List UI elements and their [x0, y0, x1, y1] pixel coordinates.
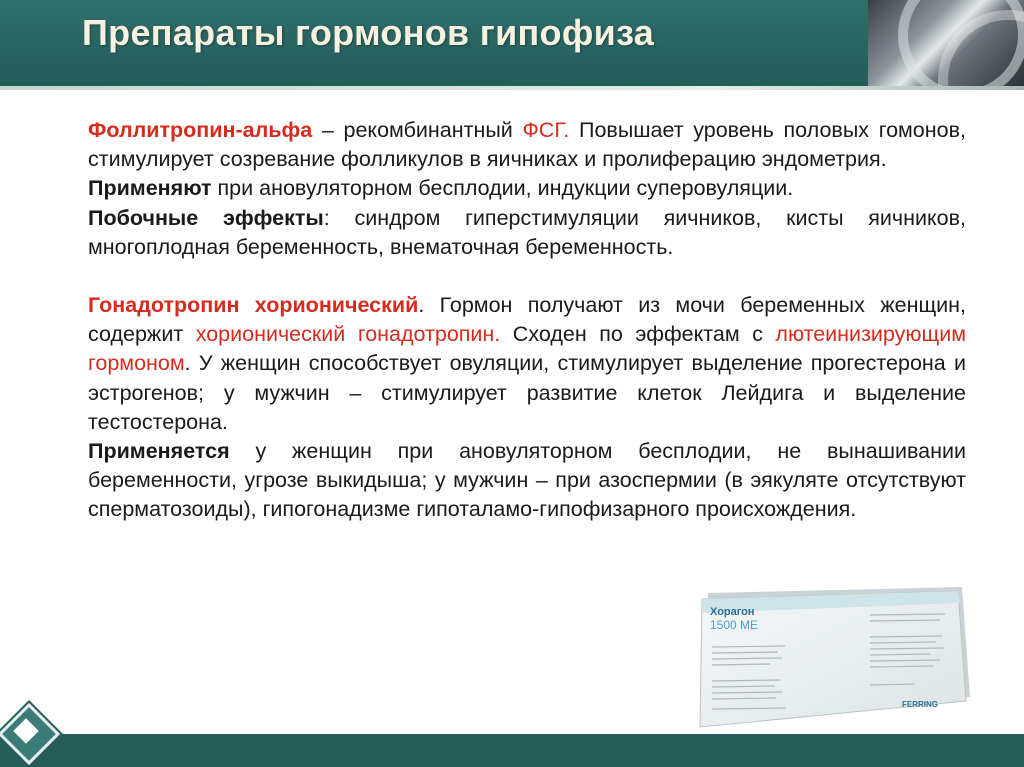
metal-tube-photo — [868, 0, 1024, 86]
product-name: Хорагон — [710, 606, 755, 618]
use-text-2: у женщин при ановуляторном бесплодии, не вынашивании беременности, угрозе выкидыша; у мужчин – при азоспермии (в эякуляте отсутствуют сперматозоиды), гипогонадизме гипоталамо-гипофизарного происхождения. — [88, 439, 966, 522]
side-effects-label: Побочные эффекты — [88, 205, 324, 230]
paragraph-gap — [88, 262, 966, 291]
section-gonadotropin — [88, 291, 966, 437]
slide-footer — [0, 734, 1024, 767]
gonadotropin-text-3: . У женщин способствует овуляции, стимулирует выделение прогестерона и эстрогенов; у мужчин – стимулирует развитие клеток Лейдига и выделение тестостерона. — [88, 351, 966, 434]
gonadotropin-text-1: Гормон получают из мочи беременных женщин, содержит — [88, 293, 966, 347]
drug-name-follitropin: Фоллитропин-альфа — [88, 118, 313, 142]
gonadotropin-use — [88, 437, 966, 525]
side-effects-text: : синдром гиперстимуляции яичников, кисты яичников, многоплодная беременность, внематочная беременность. — [88, 205, 966, 259]
use-label-2: Применяется — [88, 439, 230, 464]
use-text: при ановуляторном бесплодии, индукции суперовуляции. — [211, 176, 794, 201]
follitropin-side-effects — [88, 204, 966, 262]
gonadotropin-text-2: Сходен по эффектам с — [500, 322, 776, 347]
product-box-image — [690, 585, 975, 735]
follitropin-use — [88, 174, 966, 203]
drug-name-gonadotropin: Гонадотропин хорионический — [88, 293, 419, 318]
follitropin-intro: – рекомбинантный — [312, 118, 523, 142]
use-label: Применяют — [88, 176, 212, 201]
product-box-drawing — [690, 585, 975, 735]
section-follitropin — [88, 116, 966, 174]
drug-name-dot: . — [418, 293, 425, 318]
slide-title: Препараты гормонов гипофиза — [82, 12, 655, 53]
product-brand: FERRING — [902, 700, 938, 709]
product-dose: 1500 МЕ — [710, 618, 759, 632]
lh-term: лютеинизирующим гормоном — [88, 322, 966, 376]
hcg-term: хорионический гонадотропин. — [195, 322, 501, 347]
fsh-term: ФСГ. — [522, 118, 570, 142]
follitropin-description: Повышает уровень половых гомонов, стимулирует созревание фолликулов в яичниках и пролиферацию эндометрия. — [88, 118, 966, 172]
slide-header — [0, 0, 1024, 86]
slide-body — [88, 116, 966, 525]
header-divider — [0, 86, 1024, 90]
